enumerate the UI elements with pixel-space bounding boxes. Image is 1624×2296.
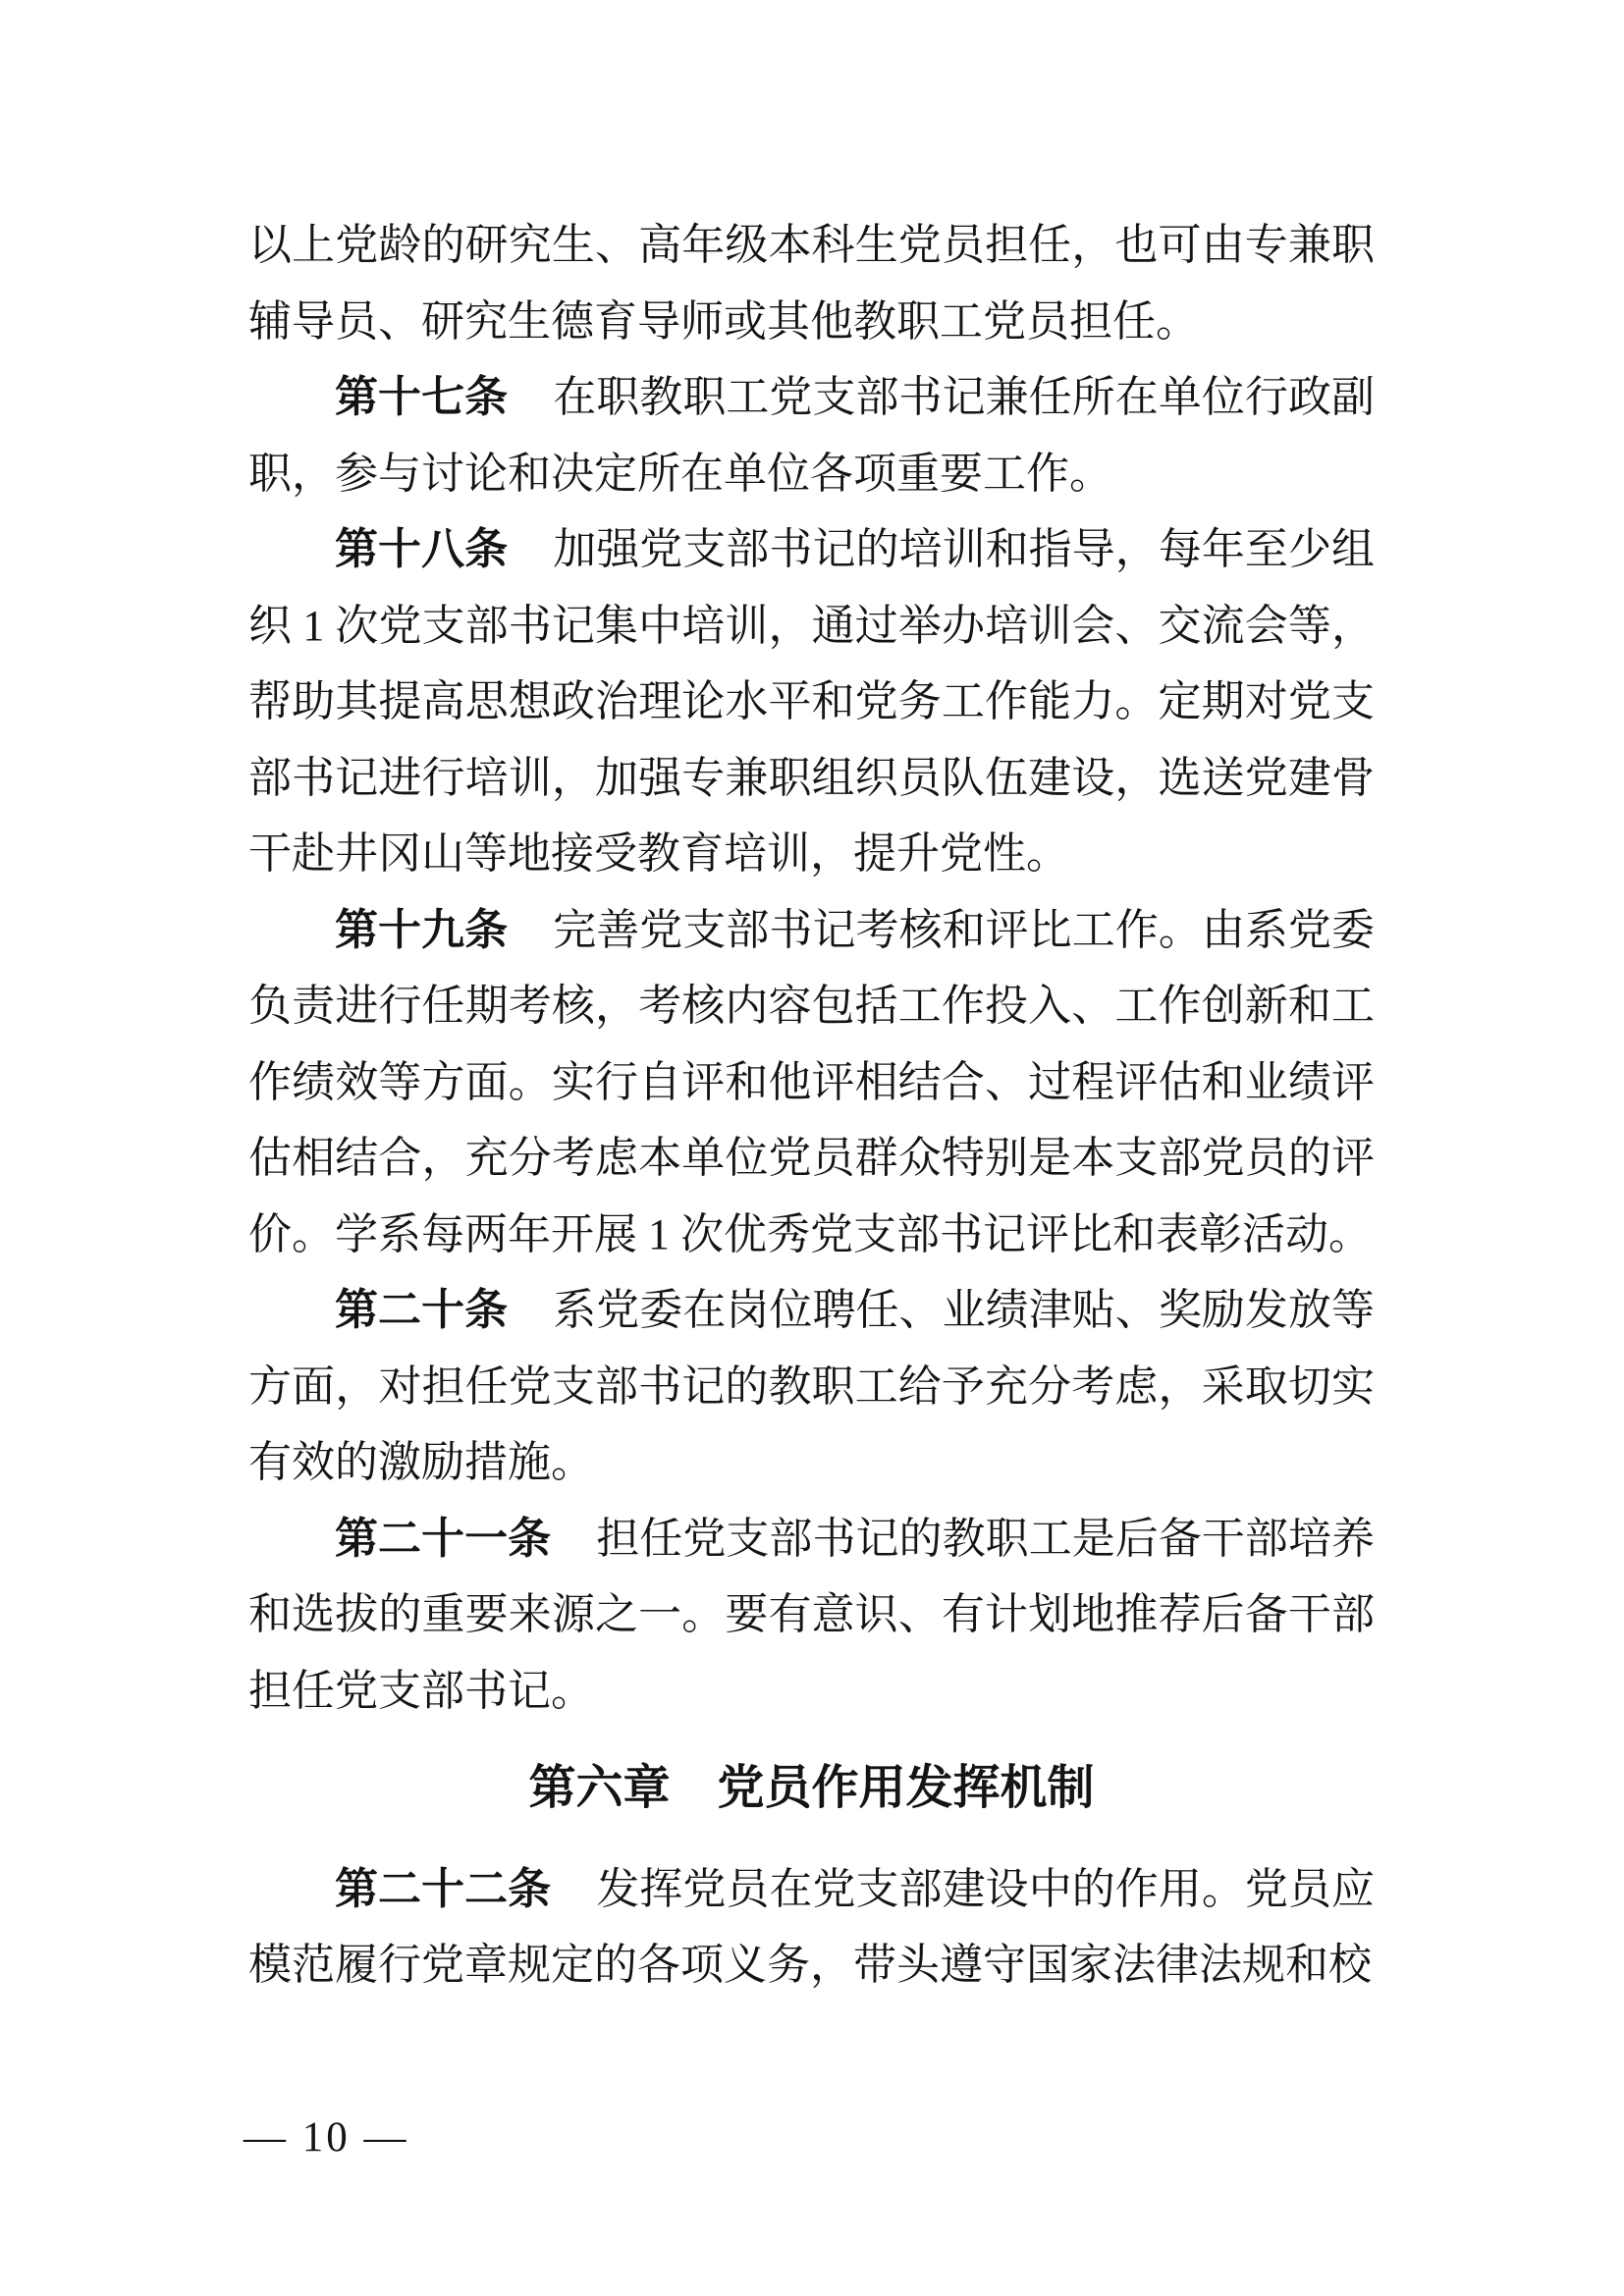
paragraph-article-22 [248, 1851, 1375, 2003]
article-18-text: 加强党支部书记的培训和指导，每年至少组织 1 次党支部书记集中培训，通过举办培训会、交流会等，帮助其提高思想政治理论水平和党务工作能力。定期对党支部书记进行培训，加强专兼职组织员队伍建设，选送党建骨干赴井冈山等地接受教育培训，提升党性。 [248, 525, 1376, 878]
page-number [244, 2112, 409, 2163]
article-21-number: 第二十一条 [335, 1514, 552, 1563]
chapter-heading [248, 1750, 1375, 1827]
paragraph-article-19 [248, 892, 1375, 1273]
document-body [248, 207, 1375, 2003]
article-18-number: 第十八条 [335, 525, 509, 573]
paragraph-article-17 [248, 359, 1375, 511]
article-22-text: 发挥党员在党支部建设中的作用。党员应模范履行党章规定的各项义务，带头遵守国家法律法规和校 [248, 1864, 1376, 1989]
article-20-number: 第二十条 [335, 1286, 509, 1334]
article-20-text: 系党委在岗位聘任、业绩津贴、奖励发放等方面，对担任党支部书记的教职工给予充分考虑，采取切实有效的激励措施。 [248, 1286, 1376, 1486]
article-19-number: 第十九条 [335, 905, 509, 954]
article-19-text: 完善党支部书记考核和评比工作。由系党委负责进行任期考核，考核内容包括工作投入、工作创新和工作绩效等方面。实行自评和他评相结合、过程评估和业绩评估相结合，充分考虑本单位党员群众特别是本支部党员的评价。学系每两年开展 1 次优秀党支部书记评比和表彰活动。 [248, 905, 1376, 1258]
article-22-number: 第二十二条 [335, 1864, 552, 1913]
paragraph-article-18 [248, 511, 1375, 892]
paragraph-continuation [248, 207, 1375, 359]
article-17-text: 在职教职工党支部书记兼任所在单位行政副职，参与讨论和决定所在单位各项重要工作。 [248, 373, 1376, 498]
page-number-text: — 10 — [244, 2114, 409, 2161]
paragraph-continuation-text: 以上党龄的研究生、高年级本科生党员担任，也可由专兼职辅导员、研究生德育导师或其他教职工党员担任。 [248, 221, 1375, 346]
chapter-title: 党员作用发挥机制 [717, 1762, 1095, 1814]
paragraph-article-21 [248, 1501, 1375, 1730]
chapter-number: 第六章 [528, 1762, 671, 1814]
article-17-number: 第十七条 [335, 373, 509, 421]
paragraph-article-20 [248, 1272, 1375, 1501]
article-21-text: 担任党支部书记的教职工是后备干部培养和选拔的重要来源之一。要有意识、有计划地推荐后备干部担任党支部书记。 [248, 1514, 1376, 1715]
